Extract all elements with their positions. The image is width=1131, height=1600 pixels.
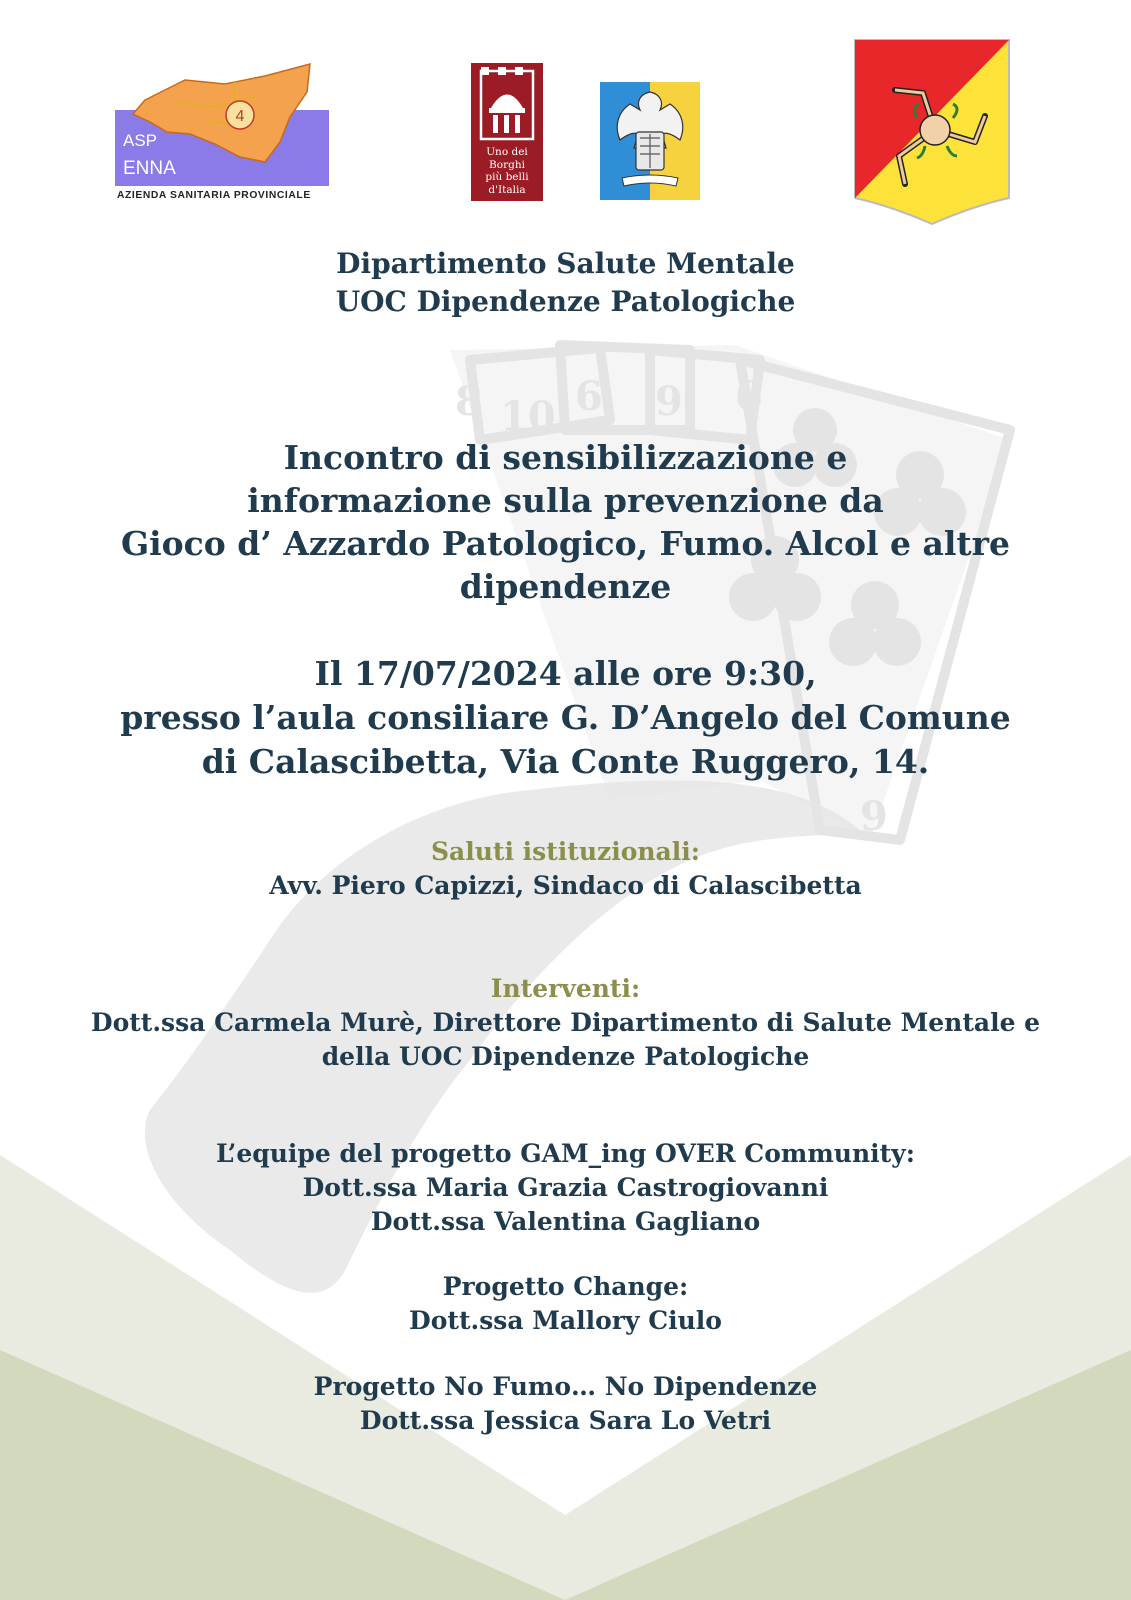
sicilia-trinacria-icon: [853, 38, 1011, 226]
change-heading: Progetto Change:: [442, 1272, 689, 1301]
borghi-italia-logo: [471, 63, 543, 201]
borghi-line: Uno dei: [486, 146, 528, 158]
section-change: [0, 1270, 1131, 1338]
event-title-line: Incontro di sensibilizzazione e: [283, 438, 848, 477]
speaker-line: Dott.ssa Valentina Gagliano: [370, 1207, 761, 1236]
section-saluti: [0, 835, 1131, 903]
speaker-line: Dott.ssa Carmela Murè, Direttore Dipartimento di Salute Mentale e: [90, 1008, 1041, 1037]
unit-name: UOC Dipendenze Patologiche: [335, 285, 796, 318]
event-title-line: dipendenze: [459, 567, 672, 606]
event-date: Il 17/07/2024 alle ore 9:30,: [314, 654, 817, 693]
speaker-line: Dott.ssa Maria Grazia Castrogiovanni: [302, 1173, 829, 1202]
tower-icon: [471, 63, 543, 143]
svg-text:ASP: ASP: [123, 131, 158, 150]
event-title: [0, 436, 1131, 608]
speaker-line: Avv. Piero Capizzi, Sindaco di Calascibetta: [269, 871, 862, 900]
saluti-heading: Saluti istituzionali:: [431, 837, 700, 866]
svg-text:9: 9: [860, 793, 888, 840]
department-name: Dipartimento Salute Mentale: [336, 247, 795, 280]
speaker-line: Dott.ssa Jessica Sara Lo Vetri: [359, 1406, 772, 1435]
event-address: di Calascibetta, Via Conte Ruggero, 14.: [201, 742, 930, 781]
department-header: [0, 245, 1131, 321]
section-interventi: [0, 972, 1131, 1074]
event-venue: presso l’aula consiliare G. D’Angelo del Comune: [120, 698, 1011, 737]
speaker-line: Dott.ssa Mallory Ciulo: [409, 1306, 722, 1335]
equipe-heading: L’equipe del progetto GAM_ing OVER Community:: [216, 1139, 915, 1168]
borghi-line: più belli: [485, 171, 529, 183]
interventi-heading: Interventi:: [490, 974, 641, 1003]
event-date-venue: [0, 652, 1131, 784]
nofumo-heading: Progetto No Fumo… No Dipendenze: [313, 1372, 818, 1401]
svg-text:9: 9: [655, 378, 683, 425]
svg-text:ENNA: ENNA: [123, 158, 176, 179]
asp-badge: 4: [235, 108, 245, 125]
section-equipe: [0, 1137, 1131, 1239]
calascibetta-coat-of-arms-icon: [600, 82, 700, 200]
svg-text:10: 10: [500, 393, 556, 440]
speaker-line: della UOC Dipendenze Patologiche: [321, 1042, 810, 1071]
svg-text:AZIENDA SANITARIA PROVINCIALE: AZIENDA SANITARIA PROVINCIALE: [117, 190, 311, 200]
asp-enna-logo: [115, 62, 331, 200]
borghi-line: d'Italia: [488, 183, 526, 196]
svg-text:6: 6: [735, 373, 763, 420]
event-title-line: Gioco d’ Azzardo Patologico, Fumo. Alcol e altre: [120, 524, 1011, 563]
borghi-line: Borghi: [489, 158, 525, 171]
svg-text:8: 8: [455, 378, 483, 425]
event-title-line: informazione sulla prevenzione da: [247, 481, 884, 520]
svg-text:6: 6: [575, 373, 603, 420]
section-no-fumo: [0, 1370, 1131, 1438]
